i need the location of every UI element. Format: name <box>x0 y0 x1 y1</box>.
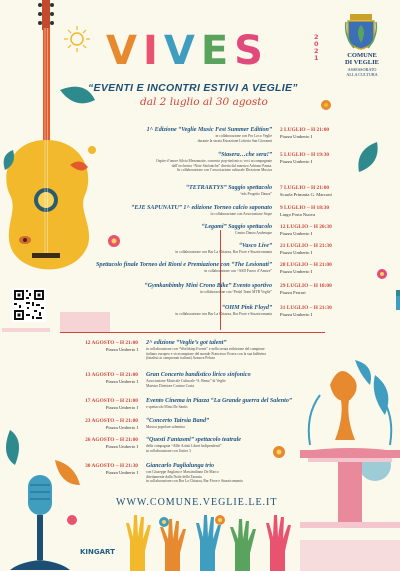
event-title: “Concerto Tairsia Band” <box>146 418 210 424</box>
event-date: 7 LUGLIO – H 21:00 <box>280 185 330 191</box>
event-place: Piazza Umberto I <box>280 230 313 236</box>
event-date: 31 LUGLIO – H 21:30 <box>280 305 332 311</box>
divider <box>2 328 50 332</box>
event-description: con Giuseppe Anglano e Massimiliano De Marco <box>146 470 219 474</box>
title-letter: V <box>163 28 201 74</box>
july-event-info <box>156 152 272 173</box>
july-event-when <box>280 205 329 217</box>
event-description: in collaborazione con Associazione Stope <box>210 212 272 216</box>
event-title: Spettacolo finale Torneo dei Rioni e Premiazione con “The Lesionati” <box>96 262 272 268</box>
event-title: “Gymkanbimby Mini Crono Bike” Evento sportivo <box>144 283 272 289</box>
sun-icon <box>64 26 90 52</box>
event-description: in collaborazione con Unitre 3 <box>146 448 191 453</box>
sponsor-logo <box>80 539 120 556</box>
july-event-info <box>175 243 272 255</box>
event-date: 5 LUGLIO – H 19:30 <box>280 152 330 158</box>
event-description: in collaborazione con Bar La Chiazza, Bar Fiore e Stuzzicomania <box>175 250 272 254</box>
july-event-info <box>147 127 272 143</box>
flower-icon <box>107 234 121 248</box>
coat-of-arms-icon <box>344 12 378 50</box>
event-description: in collaborazione con Bar La Chiazza, Bar Fiore e Stuzzicomania <box>175 312 272 316</box>
qr-code-icon <box>12 288 46 322</box>
event-title: “EJE SAPUNATU” 1^ edizione Torneo calcio saponato <box>131 205 272 211</box>
website-link[interactable]: WWW.COMUNE.VEGLIE.LE.IT <box>116 497 278 508</box>
event-date: 12 AGOSTO – H 21:00 <box>85 340 138 346</box>
event-date: 23 AGOSTO – H 21:00 <box>85 418 138 424</box>
event-title: 1^ Edizione “Veglie Music Fest Summer Edition” <box>146 127 272 133</box>
event-description: Ospite d’onore Silvia Mezzanotte, concerto pop-sinfonico; voci accompagnate <box>156 159 272 163</box>
event-date: 28 LUGLIO – H 21:00 <box>280 262 332 268</box>
event-place: Scuola Primaria G. Marconi <box>280 191 332 197</box>
august-event-when <box>85 372 138 384</box>
sponsor-name: KINGART <box>80 548 115 556</box>
event-date: 9 LUGLIO – H 18:30 <box>280 205 330 211</box>
event-date: 30 AGOSTO – H 21:30 <box>85 463 138 469</box>
july-event-when <box>280 127 329 139</box>
event-place: Piazza Umberto I <box>280 268 313 274</box>
flower-icon <box>158 516 170 528</box>
event-date: 12 LUGLIO – H 20:30 <box>280 224 332 230</box>
title-letter: I <box>142 28 164 74</box>
event-date: 2 LUGLIO – H 21:00 <box>280 127 330 133</box>
leaf-icon <box>355 140 381 174</box>
microphone-illustration <box>0 400 90 571</box>
august-event-info <box>146 398 292 410</box>
event-description: durante la serata Estrazione Lotteria San Giovanni <box>197 138 272 143</box>
july-event-when <box>280 224 332 236</box>
event-title: 2^ edizione “Veglie’s got talent” <box>146 340 227 346</box>
title-letter: V <box>106 28 143 74</box>
flower-icon <box>214 514 226 526</box>
event-place: Piazza Umberto I <box>280 158 313 164</box>
july-event-when <box>280 283 332 295</box>
event-description: Musica popolare salentina <box>146 425 185 429</box>
july-event-when <box>280 152 329 164</box>
event-place: Piazza Umberto I <box>280 249 313 255</box>
event-description: in collaborazione con “Worldstep Events” e nella serata esibizione del campione <box>146 347 265 351</box>
title-letter: E <box>200 28 235 74</box>
august-event-when <box>85 437 138 449</box>
august-event-when <box>85 463 138 475</box>
comune-label <box>332 52 392 77</box>
event-title: “TETRAKTYS” Saggio spettacolo <box>186 185 272 191</box>
event-place: Piazza Ferrari <box>280 289 306 295</box>
flower-icon <box>376 268 388 280</box>
event-title: Giancarlo Paglialunga trio <box>146 463 215 469</box>
event-date: 21 LUGLIO – H 21:30 <box>280 243 332 249</box>
event-title <box>106 28 269 74</box>
event-place: Piazza Umberto I <box>105 346 138 352</box>
event-place: Piazza Umberto I <box>105 404 138 410</box>
event-title: “OHM Pink Floyd” <box>221 305 272 311</box>
comune-line: ALLA CULTURA <box>346 72 378 77</box>
event-description: e spettacolo Mino De Santis <box>146 405 188 409</box>
august-event-when <box>85 418 138 430</box>
july-event-when <box>280 262 332 274</box>
event-title: “Questi Fantasmi” spettacolo teatrale <box>146 437 241 443</box>
event-title: “Vasco Live” <box>238 243 272 249</box>
title-letter: S <box>234 28 269 74</box>
subtitle: “EVENTI E INCONTRI ESTIVI A VEGLIE” <box>88 82 298 94</box>
event-description: direttamente dalla Notte della Taranta <box>146 474 202 479</box>
august-event-info <box>146 372 251 388</box>
event-title: Evento Cinema in Piazza “La Grande guerra del Salento” <box>146 398 292 404</box>
july-event-info <box>96 262 272 274</box>
flower-icon <box>272 445 286 459</box>
event-description: Centro Danza Arabesque <box>235 231 272 235</box>
hands-illustration <box>120 507 295 571</box>
event-description: (finalisti ai campionati italiani) Azzurra Peluso <box>146 356 216 360</box>
comune-line: ASSESSORATO <box>347 67 377 72</box>
event-title: “Legami” Saggio spettacolo <box>201 224 272 230</box>
event-description: italiano europeo e vicecampione del mondo Francesco Errera con la sua ballerina <box>146 351 266 356</box>
august-event-info <box>146 437 241 453</box>
event-description: in collaborazione con Pro Loco Veglie <box>215 134 272 138</box>
event-title: Gran Concerto bandistico lirico sinfonico <box>146 372 251 378</box>
july-event-info <box>145 283 272 295</box>
event-place: Piazza Umberto I <box>105 424 138 430</box>
comune-line: COMUNE <box>347 52 377 59</box>
august-event-when <box>85 340 138 352</box>
date-range: dal 2 luglio al 30 agosto <box>140 96 268 108</box>
july-event-info <box>202 224 272 236</box>
event-place: Piazza Umberto I <box>105 469 138 475</box>
july-event-info <box>175 305 272 317</box>
event-place: Piazza Umberto I <box>105 443 138 449</box>
event-title: “Stasera…che sera!” <box>218 152 272 158</box>
july-event-info <box>131 205 272 217</box>
flower-icon <box>318 98 334 112</box>
august-event-info <box>146 463 243 484</box>
event-description: Associazione Musicale Culturale “S. Remo” di Veglie <box>146 379 226 383</box>
decorative-pattern <box>60 312 110 332</box>
event-description: in collaborazione con “ASD Fuoco d’Amore” <box>204 269 272 273</box>
event-place: Piazza Umberto I <box>105 378 138 384</box>
event-description: in collaborazione con “Pedal Team MTB Veglie” <box>199 290 272 294</box>
august-event-info <box>146 418 209 430</box>
comune-line: DI VEGLIE <box>344 59 380 66</box>
event-place: Piazza Umberto I <box>280 133 313 139</box>
july-event-when <box>280 185 332 197</box>
event-description: In collaborazione con l’associazione culturale Direzione Musica <box>177 168 272 172</box>
august-event-info <box>146 340 266 361</box>
august-event-when <box>85 398 138 410</box>
event-date: 17 AGOSTO – H 21:00 <box>85 398 138 404</box>
event-date: 29 LUGLIO – H 18:00 <box>280 283 332 289</box>
event-description: Maestro Direttore Cosimo Costa <box>146 383 195 388</box>
event-place: Piazza Umberto I <box>280 311 313 317</box>
flower-icon <box>396 296 400 310</box>
title-year: 2021 <box>314 33 319 62</box>
event-description: dall’orchestra “Note Sinfoniche” diretta dal maestro Adriano Panza. <box>171 163 272 168</box>
event-description: “ads Progetto Danza” <box>240 192 272 196</box>
event-description: in collaborazione con Bar La Chiazza, Bar Fiore e Stuzzicomania <box>146 479 243 483</box>
event-description: della compagnia “Allle Artisti Liberi Indipendenti” <box>146 444 222 448</box>
july-event-info <box>186 185 272 197</box>
fountain-illustration <box>300 355 400 571</box>
event-place: Largo Porta Nuova <box>280 211 316 217</box>
section-divider <box>60 332 325 333</box>
july-event-when <box>280 243 332 255</box>
guitar-illustration <box>0 0 110 300</box>
event-date: 13 AGOSTO – H 21:00 <box>85 372 138 378</box>
july-event-when <box>280 305 332 317</box>
event-date: 26 AGOSTO – H 21:00 <box>85 437 138 443</box>
